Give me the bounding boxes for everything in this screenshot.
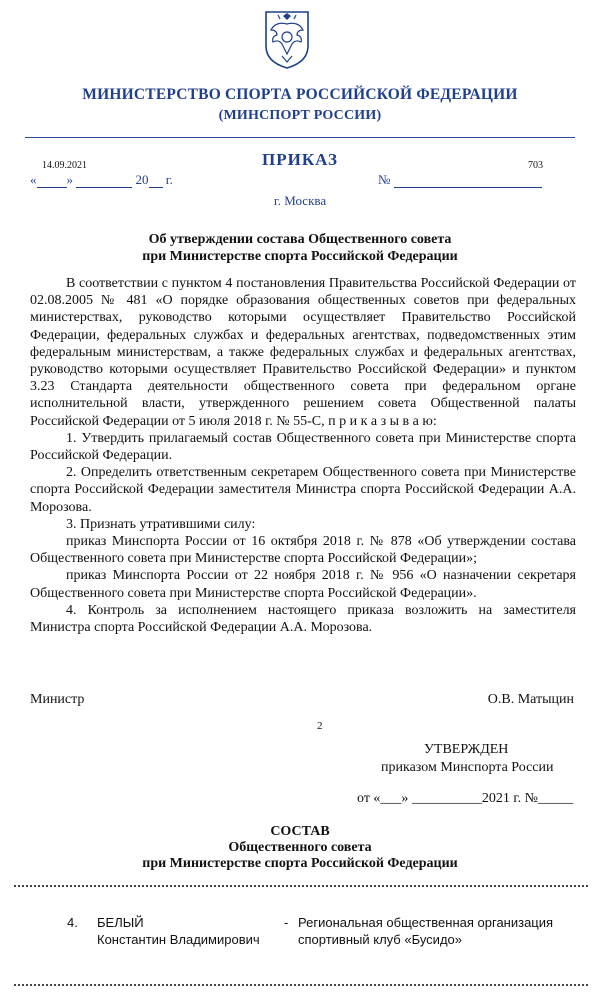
approved-by: приказом Минспорта России [381,760,554,775]
signature-name: О.В. Матыцин [487,692,574,707]
composition-heading: СОСТАВ [270,824,330,839]
body-paragraph-3a: приказ Минспорта России от 16 октября 2018 г. № 878 «Об утверждении состава Общественного совета при Министерстве спорта Российской Федерации»; [30,534,576,567]
month-blank [76,187,132,188]
dotted-separator-top [14,885,588,887]
ministry-short-name: (МИНСПОРТ РОССИИ) [218,108,382,123]
body-paragraph-1: 1. Утвердить прилагаемый состав Общественного совета при Министерстве спорта Российской Федерации. [30,430,576,464]
page-number: 2 [317,720,323,732]
number-blank [394,187,542,188]
ministry-name: МИНИСТЕРСТВО СПОРТА РОССИЙСКОЙ ФЕДЕРАЦИИ [82,86,518,103]
year-suffix: г. [165,172,173,187]
order-number-line [378,172,542,188]
russian-coat-of-arms-icon [258,6,316,70]
number-label: № [378,172,391,187]
order-title-line1: Об утверждении состава Общественного совета [148,232,452,247]
day-blank [37,187,67,188]
member-dash: - [284,915,289,930]
body-paragraph-4: 4. Контроль за исполнением настоящего приказа возложить на заместителя Министра спорта Российской Федерации А.А. Морозова. [30,602,576,636]
order-number-value: 703 [528,160,543,171]
order-city: г. Москва [273,193,327,208]
member-surname: БЕЛЫЙ [97,915,144,930]
year-blank [149,187,163,188]
approved-date: от «___» __________2021 г. №_____ [357,791,573,806]
table-row [0,914,600,954]
body-paragraph-3b: приказ Минспорта России от 22 ноября 2018 г. № 956 «О назначении секретаря Общественного совета при Министерстве спорта Российской Федерации». [30,568,576,601]
composition-subheading-2: при Министерстве спорта Российской Федерации [142,856,458,871]
order-word: ПРИКАЗ [262,150,338,169]
date-close-quote: » [66,172,73,187]
member-number: 4. [67,915,78,930]
approved-word: УТВЕРЖДЕН [424,742,509,757]
header-rule [25,137,575,138]
body-paragraph-preamble: В соответствии с пунктом 4 постановления Правительства Российской Федерации от 02.08.2005 № 481 «О порядке образования общественных советов при федеральных министерствах, руководство которыми осуществляет Правительство Российской Федерации, федеральных службах и федеральных агентствах, подведомственных этим федеральным министерствам, а также федеральных службах и федеральных агентствах, руководство которыми осуществляет Правительство Российской Федерации» и пунктом 3.23 Стандарта деятельности общественного совета при федеральном органе исполнительной власти, утвержденного решением совета Общественной палаты Российской Федерации от 5 июля 2018 г. № 55-С, п р и к а з ы в а ю: [30,276,576,429]
order-date-value: 14.09.2021 [42,160,87,171]
order-title-line2: при Министерстве спорта Российской Федерации [142,249,458,264]
member-first-names: Константин Владимирович [97,932,260,947]
date-open-quote: « [30,172,37,187]
signature-position: Министр [30,692,85,707]
member-org-line1: Региональная общественная организация [298,915,554,930]
dotted-separator-bottom [14,984,588,986]
order-date-line [30,172,173,188]
year-prefix: 20 [135,172,149,187]
member-org-line2: спортивный клуб «Бусидо» [298,932,462,947]
order-body [30,275,576,636]
composition-subheading: Общественного совета [228,840,372,855]
body-paragraph-3: 3. Признать утратившими силу: [66,516,256,532]
body-paragraph-2: 2. Определить ответственным секретарем Общественного совета при Министерстве спорта Российской Федерации заместителя Министра спорта Российской Федерации А.А. Морозова. [30,465,576,515]
